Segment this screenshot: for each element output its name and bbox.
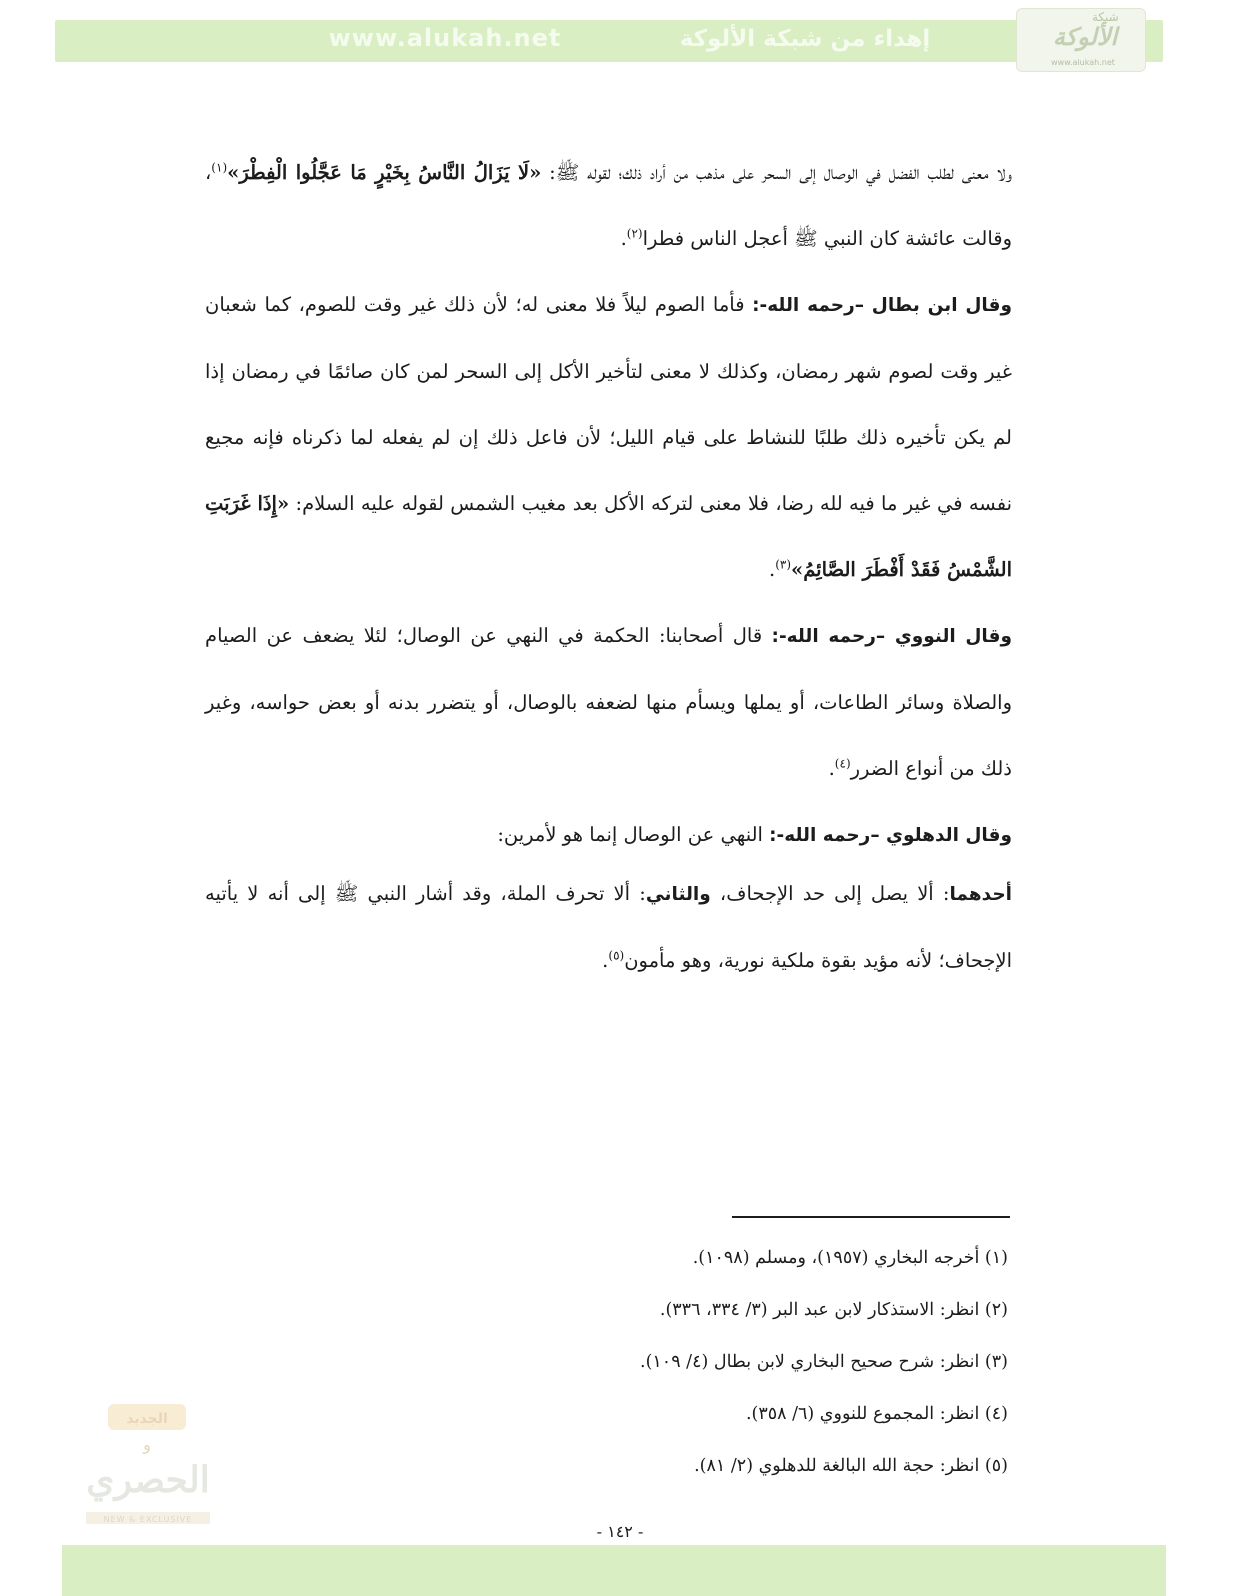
paragraph-text: قال أصحابنا: الحكمة في النهي عن الوصال؛ لئلا يضعف عن الصيام والصلاة وسائر الطاعات، أو يملها ويسأم منها لضعفه بالوصال، أو يتضرر بدنه أو بعض حواسه، وغير ذلك من أنواع الضرر <box>205 624 1012 780</box>
footnote-ref[interactable]: (٢) <box>626 226 643 241</box>
main-content <box>205 140 1012 994</box>
punctuation: . <box>768 558 776 581</box>
header-band <box>55 20 1163 62</box>
watermark-logo <box>78 1392 218 1532</box>
header-url: www.alukah.net <box>328 24 562 52</box>
logo-url-text: www.alukah.net <box>1051 58 1115 67</box>
page-number: - ١٤٢ - <box>596 1522 644 1541</box>
paragraph-text: : ألا يصل إلى حد الإجحاف، <box>710 882 950 905</box>
footnote-ref[interactable]: (١) <box>211 160 228 175</box>
point-label: أحدهما <box>949 884 1012 905</box>
footnotes <box>300 1232 1008 1492</box>
footnote-item: (٣) انظر: شرح صحيح البخاري لابن بطال (٤/ ١٠٩). <box>640 1352 1008 1372</box>
quote-speaker: وقال الدهلوي –رحمه الله-: <box>769 825 1012 846</box>
logo-small-text: شبكة <box>1092 10 1119 24</box>
watermark-top: الجديد <box>126 1411 168 1427</box>
paragraph-3 <box>205 603 1012 802</box>
paragraph-text: النهي عن الوصال إنما هو لأمرين: <box>497 823 770 846</box>
footnote-ref[interactable]: (٤) <box>834 756 851 771</box>
quote-speaker: وقال ابن بطال –رحمه الله-: <box>752 295 1012 316</box>
paragraph-text: ، وقالت عائشة كان النبي ﷺ أعجل الناس فطرا <box>205 161 1012 250</box>
punctuation: . <box>602 949 609 972</box>
footnote-separator <box>732 1216 1010 1218</box>
paragraph-1 <box>205 140 1012 272</box>
paragraph-4 <box>205 802 1012 869</box>
footnote-item: (٢) انظر: الاستذكار لابن عبد البر (٣/ ٣٣٤، ٣٣٦). <box>659 1300 1008 1320</box>
header-title: إهداء من شبكة الألوكة <box>679 26 931 52</box>
point-label: والثاني <box>645 884 711 905</box>
watermark-main: الحصري <box>86 1459 210 1501</box>
footnote-item: (١) أخرجه البخاري (١٩٥٧)، ومسلم (١٠٩٨). <box>692 1248 1008 1268</box>
punctuation: . <box>828 757 835 780</box>
hadith-quote: «لَا يَزَالُ النَّاسُ بِخَيْرٍ مَا عَجَّلُوا الْفِطْرَ» <box>227 161 542 184</box>
footer-band <box>62 1545 1166 1596</box>
hadith-quote: «إِذَا غَرَبَتِ الشَّمْسُ فَقَدْ أَفْطَرَ الصَّائِمُ» <box>205 492 1012 581</box>
paragraph-text: ولا معنى لطلب الفضل في الوصال إلى السحر على مذهب من أراد ذلك؛ لقوله ﷺ: <box>541 161 1012 184</box>
paragraph-2 <box>205 272 1012 603</box>
paragraph-text: فأما الصوم ليلاً فلا معنى له؛ لأن ذلك غير وقت للصوم، كما شعبان غير وقت لصوم شهر رمضان، وكذلك لا معنى لتأخير الأكل إلى السحر لمن كان صائمًا في رمضان إذا لم يكن تأخيره ذلك طلبًا للنشاط على قيام الليل؛ لأن فاعل ذلك إن لم يفعله لما ذكرناه فإنه مجيع نفسه في غير ما فيه لله رضا، فلا معنى لتركه الأكل بعد مغيب الشمس لقوله عليه السلام: <box>205 293 1012 515</box>
footnote-item: (٥) انظر: حجة الله البالغة للدهلوي (٢/ ٨١). <box>694 1456 1008 1476</box>
footnote-ref[interactable]: (٥) <box>608 948 625 963</box>
logo-main-text: الألوكة <box>1052 22 1118 51</box>
paragraph-5 <box>205 861 1012 994</box>
quote-speaker: وقال النووي –رحمه الله-: <box>771 626 1012 647</box>
punctuation: . <box>620 227 627 250</box>
paragraph-text: : ألا تحرف الملة، وقد أشار النبي ﷺ إلى أنه لا يأتيه الإجحاف؛ لأنه مؤيد بقوة ملكية نورية، وهو مأمون <box>205 882 1012 972</box>
watermark-sub: NEW & EXCLUSIVE <box>103 1515 193 1524</box>
watermark-and: و <box>143 1435 151 1454</box>
footnote-ref[interactable]: (٣) <box>775 557 792 572</box>
footnote-item: (٤) انظر: المجموع للنووي (٦/ ٣٥٨). <box>745 1404 1008 1424</box>
